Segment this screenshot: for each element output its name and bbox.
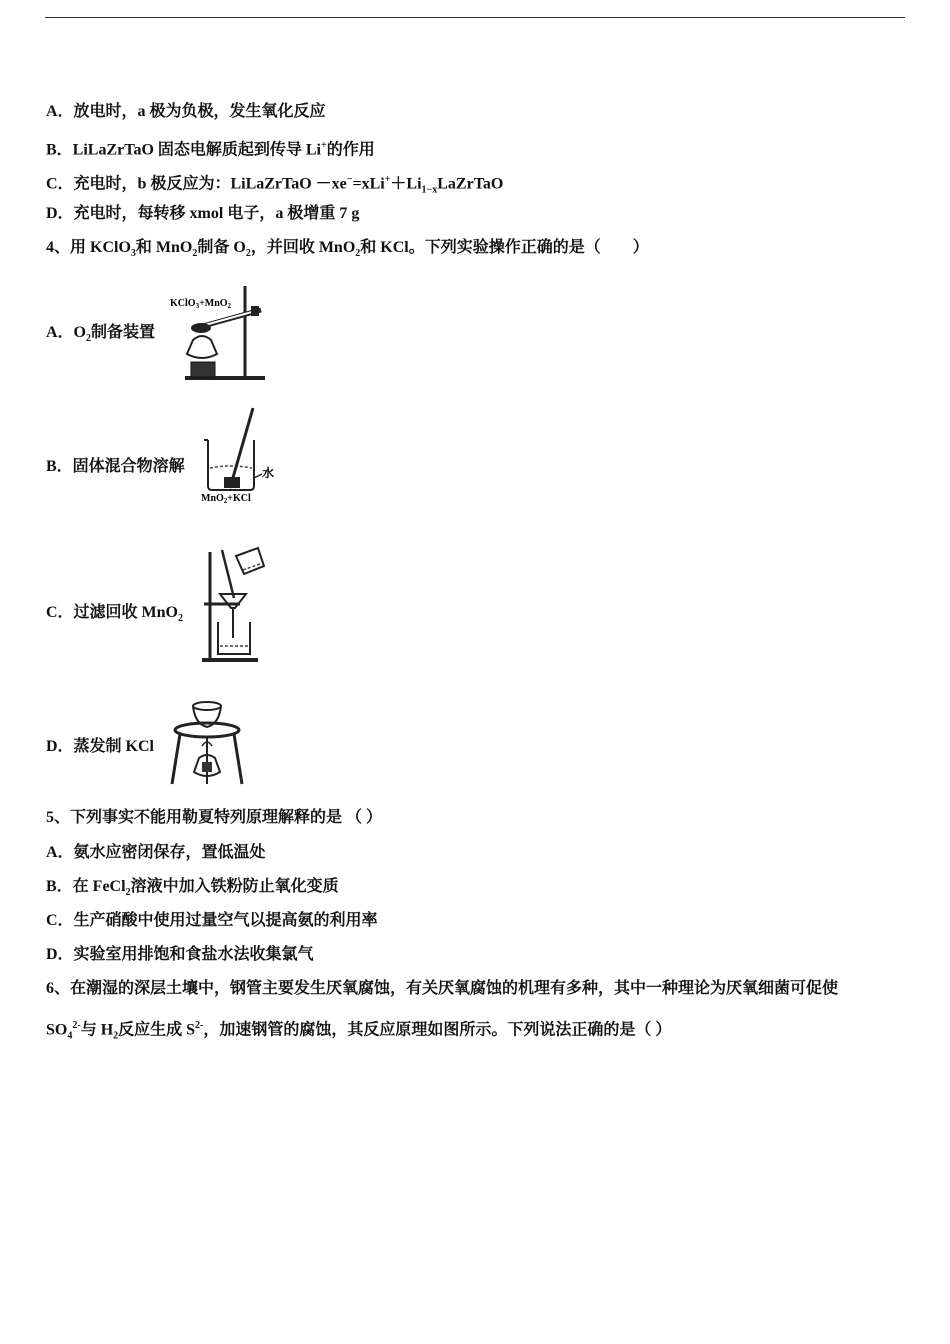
q3-option-b-text-end: 的作用 [326,141,375,159]
q6-so4-text: SO [46,1021,68,1039]
q3-option-d [46,204,359,224]
q4-option-c-text: C．过滤回收 MnO [46,604,179,621]
q4-stem-text-5: 和 KCl。下列实验操作正确的是（ ） [360,239,649,256]
q4-stem-sub-4: 2 [355,248,361,260]
q6-stem-text-end: ，加速钢管的腐蚀，其反应原理如图所示。下列说法正确的是（ ） [203,1021,672,1039]
q6-stem-line2 [46,1016,671,1047]
q3-option-b-sup: + [321,140,327,151]
q5-option-d [46,945,314,965]
evaporation-apparatus-figure [166,700,248,790]
q4-stem-text-2: 和 MnO [135,239,193,256]
q4-option-a [46,323,155,349]
q4-option-d [46,737,154,757]
q3-option-c-sup1: − [346,174,353,185]
q4-stem-text-1: 4、用 KClO [46,239,131,256]
q3-option-c-sub: 1−x [421,184,438,196]
q5-option-b-text: B．在 FeCl [46,878,126,895]
filtration-apparatus-figure [196,542,271,664]
q3-option-b [46,136,375,160]
q3-option-c-text-mid2: ＋Li [390,175,422,193]
q5-option-d-text: D．实验室用排饱和食盐水法收集氯气 [46,946,314,963]
q6-s-text: 反应生成 S [118,1021,196,1039]
q5-option-a [46,843,266,863]
q4-stem [46,238,649,264]
q4-option-c-sub: 2 [178,613,184,625]
q3-option-c [46,170,503,201]
q3-option-b-text: B．LiLaZrTaO 固态电解质起到传导 Li [46,141,322,159]
q4-option-b-text: B．固体混合物溶解 [46,458,185,475]
q6-h2-sub: 2 [113,1030,119,1042]
q4-stem-sub-2: 2 [192,248,198,260]
q3-option-a-text: A．放电时，a 极为负极，发生氧化反应 [46,103,326,120]
q6-so4-sup: 2- [72,1020,81,1031]
q5-option-b [46,877,339,903]
q6-h2-text: 与 H [80,1021,114,1039]
q6-s-sup: 2- [195,1020,204,1031]
q3-option-a [46,102,326,122]
q5-stem-text: 5、下列事实不能用勒夏特列原理解释的是 （ ） [46,809,383,826]
header-rule [45,17,905,18]
q3-option-c-sup2: + [384,174,391,185]
q5-option-a-text: A．氨水应密闭保存，置低温处 [46,844,266,861]
q4-option-c [46,603,183,629]
o2-preparation-apparatus-figure [165,282,280,388]
q4-stem-text-3: 制备 O [197,239,246,256]
q4-option-a-sub: 2 [86,333,92,345]
o2-figure-label: KClO$_3$+MnO$_2$ [170,298,232,310]
q4-option-b [46,457,185,477]
q4-option-a-text: A．O [46,324,87,341]
q3-option-c-text-mid: =xLi [352,175,385,193]
q5-option-b-sub: 2 [125,887,131,899]
water-label: 水 [262,466,275,480]
q3-option-c-text-end: LaZrTaO [437,175,504,193]
q5-option-b-text-end: 溶液中加入铁粉防止氧化变质 [130,878,339,895]
q4-stem-text-4: ，并回收 MnO [250,239,356,256]
q5-option-c-text: C．生产硝酸中使用过量空气以提高氨的利用率 [46,912,378,929]
q6-so4-sub: 4 [67,1030,73,1042]
q5-stem [46,808,382,828]
q5-option-c [46,911,378,931]
q4-stem-sub-3: 2 [245,248,251,260]
q4-stem-sub-1: 3 [130,248,136,260]
q3-option-d-text: D．充电时，每转移 xmol 电子，a 极增重 7 g [46,205,360,222]
q4-option-a-text-end: 制备装置 [91,324,156,341]
mno2-kcl-label: MnO$_2$+KCl [201,493,251,505]
q6-stem-text-1: 6、在潮湿的深层土壤中，钢管主要发生厌氧腐蚀，有关厌氧腐蚀的机理有多种，其中一种理论为厌氧细菌可促使 [46,980,839,997]
q3-option-c-text: C．充电时，b 极反应为：LiLaZrTaO －xe [46,175,347,193]
dissolution-beaker-figure [198,404,283,506]
q4-option-d-text: D．蒸发制 KCl [46,738,155,755]
q6-stem-line1 [46,979,838,999]
